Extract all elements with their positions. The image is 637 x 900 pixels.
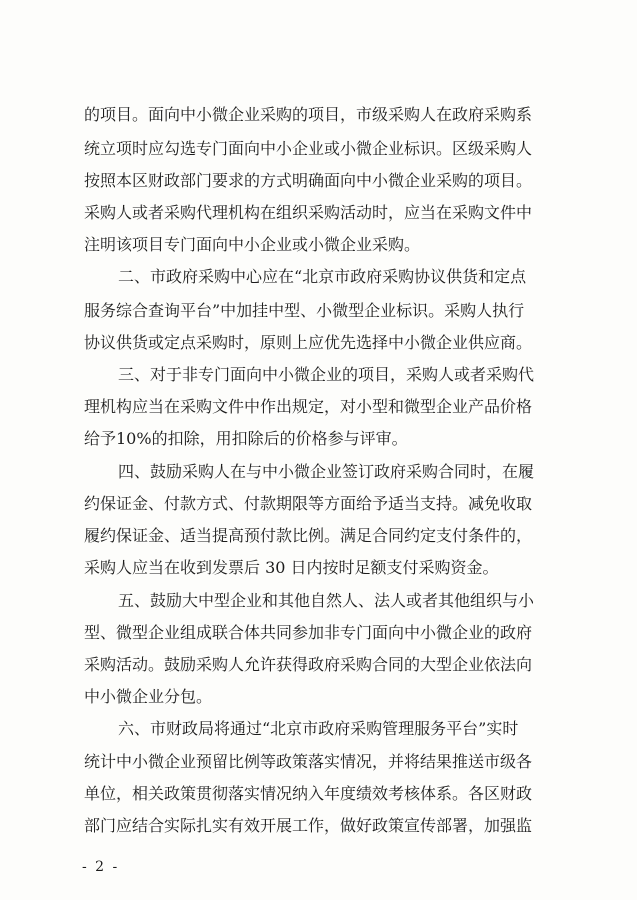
- text-line: 给予10%的扣除，用扣除后的价格参与评审。: [84, 429, 408, 448]
- text-line: 部门应结合实际扎实有效开展工作，做好政策宣传部署，加强监: [84, 816, 533, 835]
- text-line: 的项目。面向中小微企业采购的项目，市级采购人在政府采购系: [84, 105, 533, 124]
- paragraph-start-line: 四、鼓励采购人在与中小微企业签订政府采购合同时，在履: [118, 462, 535, 481]
- paragraph-start-line: 三、对于非专门面向中小微企业的项目，采购人或者采购代: [118, 365, 535, 384]
- paragraph-start-line: 五、鼓励大中型企业和其他自然人、法人或者其他组织与小: [118, 591, 535, 610]
- text-line: 理机构应当在采购文件中作出规定，对小型和微型企业产品价格: [84, 397, 533, 416]
- text-line: 中小微企业分包。: [84, 687, 213, 706]
- text-line: 采购活动。鼓励采购人允许获得政府采购合同的大型企业依法向: [84, 655, 533, 674]
- page-number: - 2 -: [82, 859, 120, 875]
- text-line: 单位，相关政策贯彻落实情况纳入年度绩效考核体系。各区财政: [84, 784, 533, 803]
- text-line: 约保证金、付款方式、付款期限等方面给予适当支持。减免收取: [84, 494, 533, 513]
- text-line: 型、微型企业组成联合体共同参加非专门面向中小微企业的政府: [84, 623, 533, 642]
- text-line: 注明该项目专门面向中小企业或小微企业采购。: [84, 235, 421, 254]
- text-line: 服务综合查询平台”中加挂中型、小微型企业标识。采购人执行: [84, 301, 525, 320]
- paragraph-start-line: 二、市政府采购中心应在“北京市政府采购协议供货和定点: [118, 267, 527, 286]
- text-line: 按照本区财政部门要求的方式明确面向中小微企业采购的项目。: [84, 171, 533, 190]
- text-line: 采购人应当在收到发票后 30 日内按时足额支付采购资金。: [84, 558, 499, 577]
- text-line: 履约保证金、适当提高预付款比例。满足合同约定支付条件的，: [84, 526, 533, 545]
- paragraph-start-line: 六、市财政局将通过“北京市政府采购管理服务平台”实时: [118, 719, 519, 738]
- text-line: 协议供货或定点采购时，原则上应优先选择中小微企业供应商。: [84, 333, 533, 352]
- text-line: 统计中小微企业预留比例等政策落实情况，并将结果推送市级各: [84, 752, 533, 771]
- text-line: 采购人或者采购代理机构在组织采购活动时，应当在采购文件中: [84, 203, 533, 222]
- text-line: 统立项时应勾选专门面向中小企业或小微企业标识。区级采购人: [84, 139, 533, 158]
